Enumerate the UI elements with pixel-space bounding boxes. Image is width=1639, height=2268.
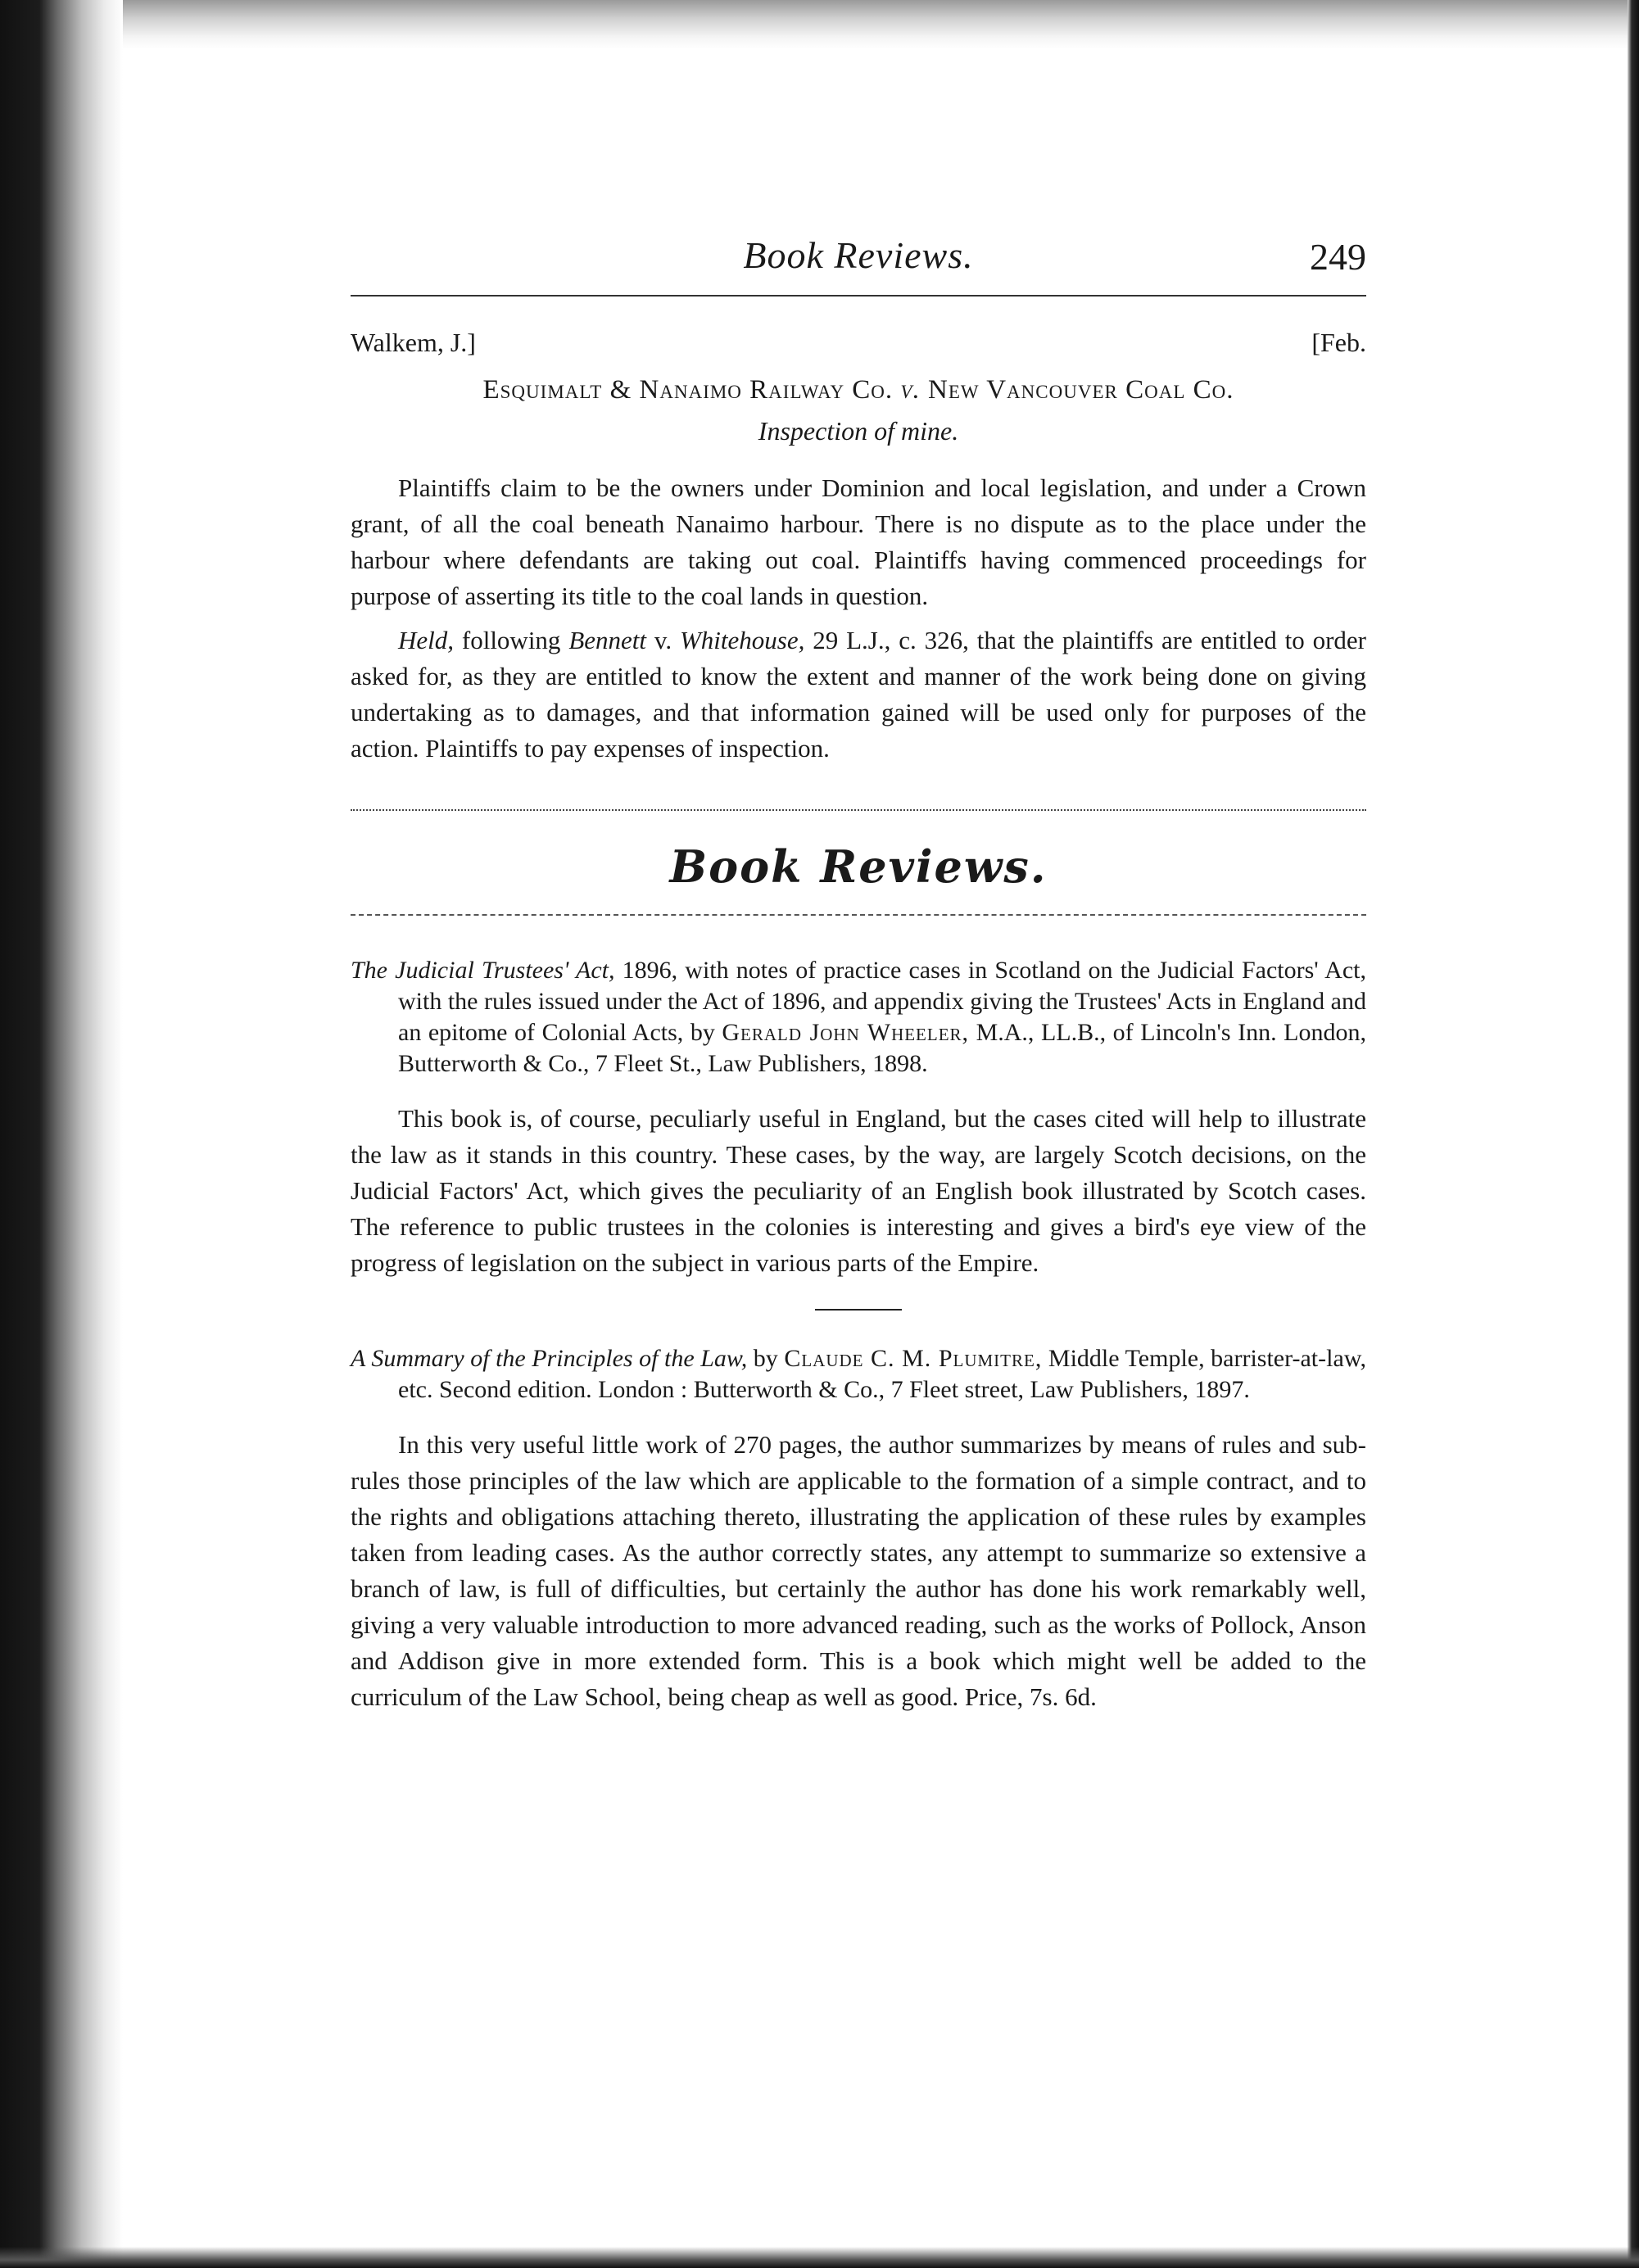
review-2-citation-a: by <box>747 1345 785 1372</box>
section-divider-bottom <box>351 914 1366 916</box>
review-2-book-title: A Summary of the Principles of the Law, <box>351 1345 748 1372</box>
case-subject: Inspection of mine. <box>758 416 959 446</box>
cited-case-2: Whitehouse, <box>679 626 805 654</box>
review-separator <box>815 1309 902 1311</box>
review-1-citation <box>351 955 1366 1080</box>
review-1-citation-a: 1896, with notes of practice cases in Scotland on the Judicial Factors' Act, with the rules issued under the Act of 1896, and appendix giving the Trustees' Acts in England and an epitome of Colonial Acts, by <box>398 957 1366 1046</box>
held-word: Held, <box>398 626 455 654</box>
judge-name: Walkem, J.] <box>351 328 476 357</box>
scan-edge-right <box>1628 0 1639 2268</box>
defendant-party: New Vancouver Coal Co. <box>927 375 1234 405</box>
review-1-book-title: The Judicial Trustees' Act, <box>351 957 615 984</box>
review-1-citation-b: M.A., LL.B., of Lincoln's Inn. London, Butterworth & Co., 7 Fleet St., Law Publishers, 1898. <box>398 1019 1366 1077</box>
cited-case-1: Bennett <box>568 626 646 654</box>
page-number: 249 <box>1310 236 1366 278</box>
cited-v: v. <box>646 626 680 654</box>
plaintiff-party: Esquimalt & Nanaimo Railway Co. <box>482 375 894 405</box>
case-month: [Feb. <box>1311 328 1366 357</box>
case-court-line <box>351 324 1366 360</box>
versus: v. <box>900 375 921 405</box>
section-heading: Book Reviews. <box>669 840 1048 893</box>
document-page <box>351 234 1366 1715</box>
review-2-author: Claude C. M. Plumitre, <box>784 1345 1043 1372</box>
running-header <box>351 234 1366 297</box>
review-2-citation-b: Middle Temple, barrister-at-law, etc. Second edition. London : Butterworth & Co., 7 Fleet street, Law Publishers, 1897. <box>398 1345 1366 1403</box>
scan-edge-top <box>0 0 1639 49</box>
running-title: Book Reviews. <box>743 234 974 276</box>
review-1-body: This book is, of course, peculiarly useful in England, but the cases cited will help to illustrate the law as it stands in this country. These cases, by the way, are largely Scotch decisions, on the Judicial Factors' Act, which gives the peculiarity of an English book illustrated by Scotch cases. The reference to public trustees in the colonies is interesting and gives a bird's eye view of the progress of legislation on the subject in various parts of the Empire. <box>351 1104 1366 1277</box>
scan-edge-bottom <box>0 2247 1639 2268</box>
case-facts-paragraph: Plaintiffs claim to be the owners under Dominion and local legislation, and under a Crown grant, of all the coal beneath Nanaimo harbour. There is no dispute as to the place under the harbour where defendants are taking out coal. Plaintiffs having commenced proceedings for purpose of asserting its title to the coal lands in question. <box>351 473 1366 610</box>
scan-edge-left <box>0 0 123 2268</box>
case-title <box>351 372 1366 408</box>
review-1-author: Gerald John Wheeler, <box>722 1019 970 1046</box>
held-rest: 29 L.J., c. 326, that the plaintiffs are entitled to order asked for, as they are entitled to know the extent and manner of the work being done on giving undertaking as to damages, and that information gained will be used only for purposes of the action. Plaintiffs to pay expenses of inspection. <box>351 626 1366 763</box>
review-2-body: In this very useful little work of 270 pages, the author summarizes by means of rules and sub-rules those principles of the law which are applicable to the formation of a simple contract, and to the rights and obligations attaching thereto, illustrating the application of these rules by examples taken from leading cases. As the author correctly states, any attempt to summarize so extensive a branch of law, is full of difficulties, but certainly the author has done his work remarkably well, giving a very valuable introduction to more advanced reading, such as the works of Pollock, Anson and Addison give in more extended form. This is a book which might well be added to the curriculum of the Law School, being cheap as well as good. Price, 7s. 6d. <box>351 1430 1366 1711</box>
case-held-paragraph <box>351 622 1366 767</box>
held-following: following <box>454 626 569 654</box>
review-2-citation <box>351 1343 1366 1406</box>
section-divider-top <box>351 809 1366 811</box>
